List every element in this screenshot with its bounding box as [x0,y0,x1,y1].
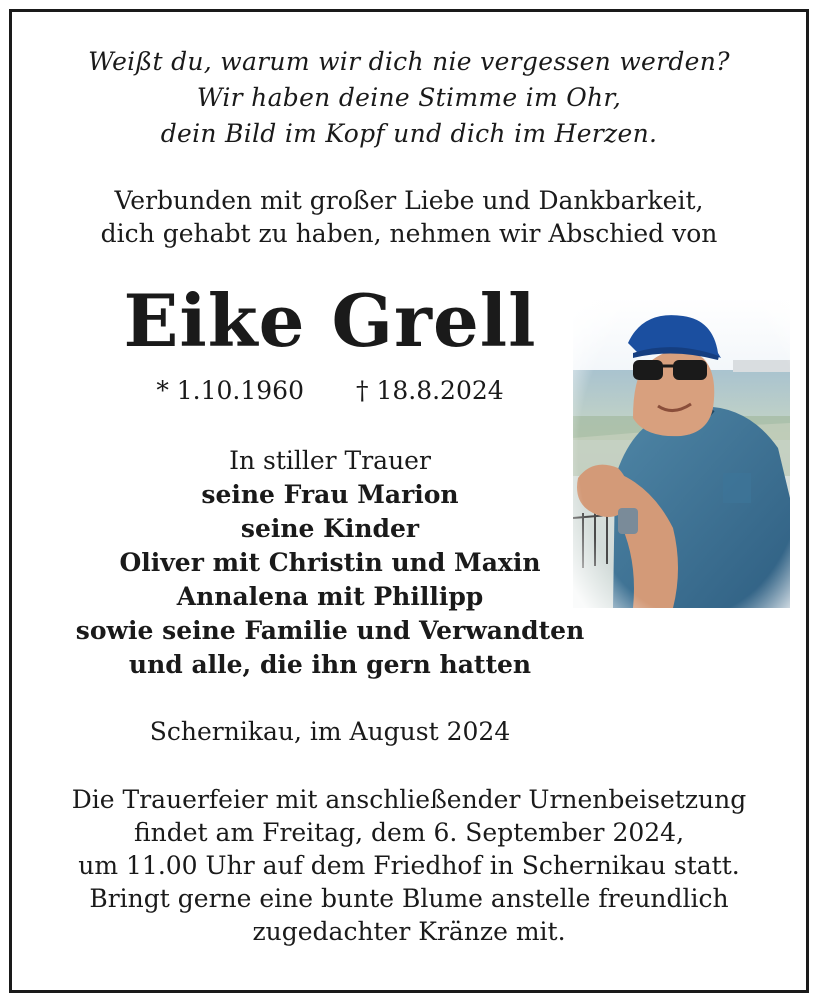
deceased-name: Eike Grell [123,278,537,363]
mourner-line: und alle, die ihn gern hatten [128,650,532,679]
portrait-photo [573,298,790,608]
poem-line: dein Bild im Kopf und dich im Herzen. [160,119,658,148]
mourner-line: seine Kinder [240,514,420,543]
funeral-details [0,783,818,948]
funeral-line: Bringt gerne eine bunte Blume anstelle freundlich [89,884,729,913]
funeral-line: findet am Freitag, dem 6. September 2024, [133,818,685,847]
death-date: † 18.8.2024 [356,376,504,405]
mourner-line: sowie seine Familie und Verwandten [75,616,585,645]
mourners-list [20,444,640,682]
poem-line: Weißt du, warum wir dich nie vergessen werden? [88,47,730,76]
mourner-line: Oliver mit Christin und Maxin [119,548,541,577]
funeral-line: zugedachter Kränze mit. [252,917,566,946]
funeral-line: um 11.00 Uhr auf dem Friedhof in Schernikau statt. [78,851,740,880]
intro-line: Verbunden mit großer Liebe und Dankbarkeit, [114,186,704,215]
birth-date: * 1.10.1960 [156,376,304,405]
mourner-line: Annalena mit Phillipp [176,582,484,611]
place-date: Schernikau, im August 2024 [149,717,511,746]
intro-text [0,184,818,250]
mourning-intro: In stiller Trauer [229,446,431,475]
intro-line: dich gehabt zu haben, nehmen wir Abschied von [100,219,718,248]
poem-line: Wir haben deine Stimme im Ohr, [196,83,622,112]
life-dates [100,374,560,408]
funeral-line: Die Trauerfeier mit anschließender Urnenbeisetzung [71,785,747,814]
poem [0,44,818,152]
mourner-line: seine Frau Marion [201,480,459,509]
